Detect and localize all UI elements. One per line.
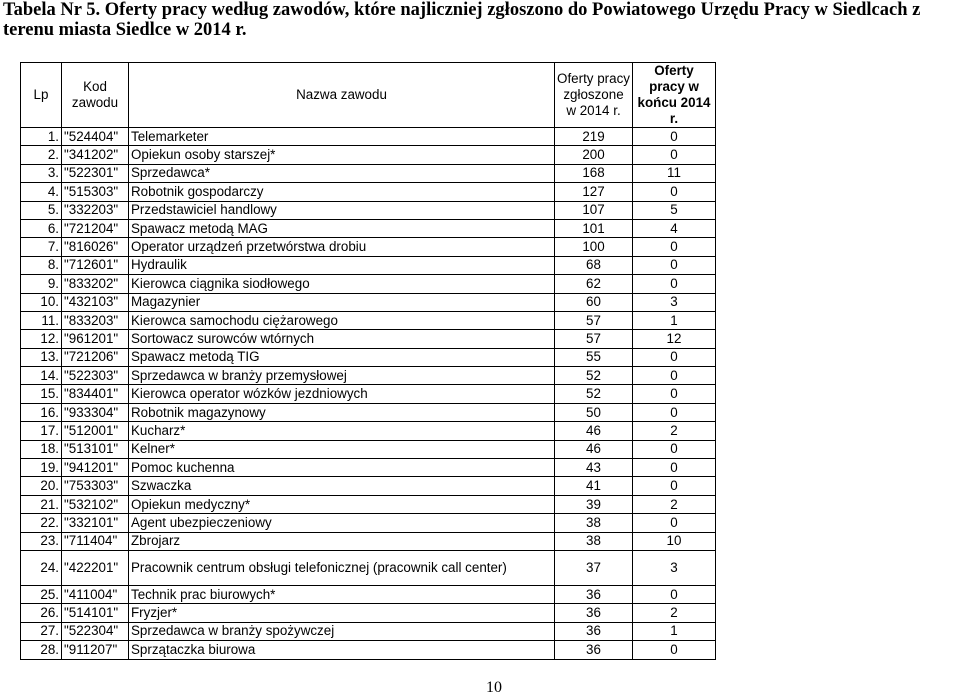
row-offers-reported: 100 xyxy=(555,238,633,256)
row-offers-reported: 200 xyxy=(555,146,633,164)
row-code: "422201" xyxy=(62,550,129,585)
row-offers-end-of-year: 0 xyxy=(633,477,716,495)
table-row xyxy=(21,532,716,550)
row-code: "721206" xyxy=(62,348,129,366)
row-offers-end-of-year: 0 xyxy=(633,367,716,385)
row-lp: 3. xyxy=(21,164,62,182)
row-code: "961201" xyxy=(62,330,129,348)
row-lp: 1. xyxy=(21,128,62,146)
row-offers-reported: 62 xyxy=(555,275,633,293)
row-name: Zbrojarz xyxy=(129,532,555,550)
page-number: 10 xyxy=(486,679,502,696)
row-name: Sprzedawca w branży przemysłowej xyxy=(129,367,555,385)
row-lp: 21. xyxy=(21,495,62,513)
row-offers-reported: 57 xyxy=(555,311,633,329)
table-row xyxy=(21,495,716,513)
row-offers-end-of-year: 12 xyxy=(633,330,716,348)
row-offers-reported: 46 xyxy=(555,440,633,458)
table-row xyxy=(21,275,716,293)
row-code: "721204" xyxy=(62,219,129,237)
table-row xyxy=(21,459,716,477)
row-offers-end-of-year: 1 xyxy=(633,311,716,329)
row-lp: 7. xyxy=(21,238,62,256)
row-offers-reported: 52 xyxy=(555,367,633,385)
row-name: Kelner* xyxy=(129,440,555,458)
row-name: Sortowacz surowców wtórnych xyxy=(129,330,555,348)
row-lp: 10. xyxy=(21,293,62,311)
header-name: Nazwa zawodu xyxy=(129,63,555,128)
row-offers-reported: 52 xyxy=(555,385,633,403)
row-offers-end-of-year: 3 xyxy=(633,293,716,311)
row-code: "341202" xyxy=(62,146,129,164)
row-offers-end-of-year: 4 xyxy=(633,219,716,237)
row-name: Opiekun osoby starszej* xyxy=(129,146,555,164)
row-code: "834401" xyxy=(62,385,129,403)
table-row xyxy=(21,146,716,164)
row-offers-reported: 127 xyxy=(555,183,633,201)
row-offers-reported: 36 xyxy=(555,622,633,640)
row-code: "522301" xyxy=(62,164,129,182)
table-row xyxy=(21,311,716,329)
row-lp: 12. xyxy=(21,330,62,348)
header-code: Kod zawodu xyxy=(62,63,129,128)
row-offers-end-of-year: 11 xyxy=(633,164,716,182)
row-name: Fryzjer* xyxy=(129,604,555,622)
row-code: "432103" xyxy=(62,293,129,311)
row-offers-reported: 107 xyxy=(555,201,633,219)
table-row xyxy=(21,201,716,219)
row-name: Operator urządzeń przetwórstwa drobiu xyxy=(129,238,555,256)
table-row xyxy=(21,422,716,440)
table-title: Tabela Nr 5. Oferty pracy według zawodów, które najliczniej zgłoszono do Powiatowego Urzędu Pracy w Siedlcach z terenu miasta Siedlce w 2014 r. xyxy=(3,0,921,40)
table-row xyxy=(21,440,716,458)
table-row xyxy=(21,550,716,585)
row-offers-reported: 46 xyxy=(555,422,633,440)
row-name: Kierowca samochodu ciężarowego xyxy=(129,311,555,329)
row-lp: 22. xyxy=(21,514,62,532)
row-offers-end-of-year: 2 xyxy=(633,422,716,440)
row-offers-end-of-year: 0 xyxy=(633,238,716,256)
table-row xyxy=(21,403,716,421)
table-row xyxy=(21,293,716,311)
row-offers-reported: 57 xyxy=(555,330,633,348)
row-lp: 5. xyxy=(21,201,62,219)
row-code: "332203" xyxy=(62,201,129,219)
row-lp: 14. xyxy=(21,367,62,385)
row-code: "513101" xyxy=(62,440,129,458)
row-lp: 11. xyxy=(21,311,62,329)
row-offers-end-of-year: 0 xyxy=(633,128,716,146)
row-offers-end-of-year: 0 xyxy=(633,514,716,532)
row-lp: 27. xyxy=(21,622,62,640)
row-offers-end-of-year: 0 xyxy=(633,403,716,421)
row-offers-reported: 36 xyxy=(555,641,633,659)
row-name: Kierowca ciągnika siodłowego xyxy=(129,275,555,293)
table-row xyxy=(21,622,716,640)
row-code: "524404" xyxy=(62,128,129,146)
table-row xyxy=(21,219,716,237)
table-row xyxy=(21,477,716,495)
row-code: "522304" xyxy=(62,622,129,640)
row-code: "833202" xyxy=(62,275,129,293)
row-code: "514101" xyxy=(62,604,129,622)
row-offers-reported: 60 xyxy=(555,293,633,311)
row-name: Pomoc kuchenna xyxy=(129,459,555,477)
job-offers-table xyxy=(20,62,716,660)
row-name: Kucharz* xyxy=(129,422,555,440)
row-offers-reported: 101 xyxy=(555,219,633,237)
row-name: Szwaczka xyxy=(129,477,555,495)
row-offers-end-of-year: 3 xyxy=(633,550,716,585)
row-lp: 20. xyxy=(21,477,62,495)
row-offers-end-of-year: 0 xyxy=(633,348,716,366)
table-row xyxy=(21,238,716,256)
row-offers-end-of-year: 10 xyxy=(633,532,716,550)
row-lp: 13. xyxy=(21,348,62,366)
table-row xyxy=(21,128,716,146)
row-offers-reported: 38 xyxy=(555,514,633,532)
row-code: "833203" xyxy=(62,311,129,329)
row-offers-end-of-year: 0 xyxy=(633,385,716,403)
row-code: "512001" xyxy=(62,422,129,440)
row-lp: 2. xyxy=(21,146,62,164)
row-offers-reported: 38 xyxy=(555,532,633,550)
row-offers-end-of-year: 2 xyxy=(633,495,716,513)
table-row xyxy=(21,164,716,182)
table-row xyxy=(21,256,716,274)
row-lp: 23. xyxy=(21,532,62,550)
row-offers-end-of-year: 0 xyxy=(633,440,716,458)
header-offers-reported: Oferty pracy zgłoszone w 2014 r. xyxy=(555,63,633,128)
row-offers-end-of-year: 1 xyxy=(633,622,716,640)
row-offers-reported: 39 xyxy=(555,495,633,513)
table-header-row xyxy=(21,63,716,128)
row-lp: 28. xyxy=(21,641,62,659)
row-name: Technik prac biurowych* xyxy=(129,585,555,603)
row-name: Kierowca operator wózków jezdniowych xyxy=(129,385,555,403)
row-offers-end-of-year: 0 xyxy=(633,275,716,293)
row-lp: 18. xyxy=(21,440,62,458)
row-code: "941201" xyxy=(62,459,129,477)
table-row xyxy=(21,385,716,403)
table-row xyxy=(21,183,716,201)
row-name: Sprzątaczka biurowa xyxy=(129,641,555,659)
row-code: "816026" xyxy=(62,238,129,256)
row-name: Robotnik magazynowy xyxy=(129,403,555,421)
row-name: Agent ubezpieczeniowy xyxy=(129,514,555,532)
row-offers-reported: 219 xyxy=(555,128,633,146)
row-code: "515303" xyxy=(62,183,129,201)
row-code: "911207" xyxy=(62,641,129,659)
row-name: Sprzedawca w branży spożywczej xyxy=(129,622,555,640)
row-offers-reported: 41 xyxy=(555,477,633,495)
row-offers-reported: 168 xyxy=(555,164,633,182)
row-offers-reported: 68 xyxy=(555,256,633,274)
row-offers-end-of-year: 5 xyxy=(633,201,716,219)
row-offers-end-of-year: 0 xyxy=(633,641,716,659)
row-name: Sprzedawca* xyxy=(129,164,555,182)
table-row xyxy=(21,514,716,532)
row-lp: 8. xyxy=(21,256,62,274)
row-offers-reported: 55 xyxy=(555,348,633,366)
table-row xyxy=(21,641,716,659)
row-name: Opiekun medyczny* xyxy=(129,495,555,513)
row-lp: 25. xyxy=(21,585,62,603)
table-row xyxy=(21,585,716,603)
row-offers-reported: 36 xyxy=(555,585,633,603)
row-offers-end-of-year: 0 xyxy=(633,146,716,164)
row-lp: 16. xyxy=(21,403,62,421)
row-code: "712601" xyxy=(62,256,129,274)
row-lp: 9. xyxy=(21,275,62,293)
row-name: Spawacz metodą MAG xyxy=(129,219,555,237)
row-name: Pracownik centrum obsługi telefonicznej (pracownik call center) xyxy=(129,550,555,585)
row-offers-end-of-year: 0 xyxy=(633,585,716,603)
row-offers-reported: 37 xyxy=(555,550,633,585)
row-offers-reported: 50 xyxy=(555,403,633,421)
row-offers-end-of-year: 0 xyxy=(633,183,716,201)
row-lp: 17. xyxy=(21,422,62,440)
row-lp: 26. xyxy=(21,604,62,622)
row-code: "711404" xyxy=(62,532,129,550)
table-row xyxy=(21,604,716,622)
row-name: Magazynier xyxy=(129,293,555,311)
row-lp: 6. xyxy=(21,219,62,237)
row-code: "411004" xyxy=(62,585,129,603)
row-offers-end-of-year: 0 xyxy=(633,256,716,274)
table-row xyxy=(21,330,716,348)
header-offers-end-of-year: Oferty pracy w końcu 2014 r. xyxy=(633,63,716,128)
table-body xyxy=(21,128,716,660)
row-lp: 24. xyxy=(21,550,62,585)
row-lp: 4. xyxy=(21,183,62,201)
row-code: "532102" xyxy=(62,495,129,513)
row-code: "522303" xyxy=(62,367,129,385)
row-offers-reported: 43 xyxy=(555,459,633,477)
header-lp: Lp xyxy=(21,63,62,128)
row-lp: 19. xyxy=(21,459,62,477)
row-code: "332101" xyxy=(62,514,129,532)
row-name: Hydraulik xyxy=(129,256,555,274)
row-name: Spawacz metodą TIG xyxy=(129,348,555,366)
row-offers-end-of-year: 0 xyxy=(633,459,716,477)
row-lp: 15. xyxy=(21,385,62,403)
row-code: "933304" xyxy=(62,403,129,421)
row-code: "753303" xyxy=(62,477,129,495)
table-row xyxy=(21,367,716,385)
table-row xyxy=(21,348,716,366)
row-name: Przedstawiciel handlowy xyxy=(129,201,555,219)
row-offers-end-of-year: 2 xyxy=(633,604,716,622)
row-name: Robotnik gospodarczy xyxy=(129,183,555,201)
row-name: Telemarketer xyxy=(129,128,555,146)
row-offers-reported: 36 xyxy=(555,604,633,622)
